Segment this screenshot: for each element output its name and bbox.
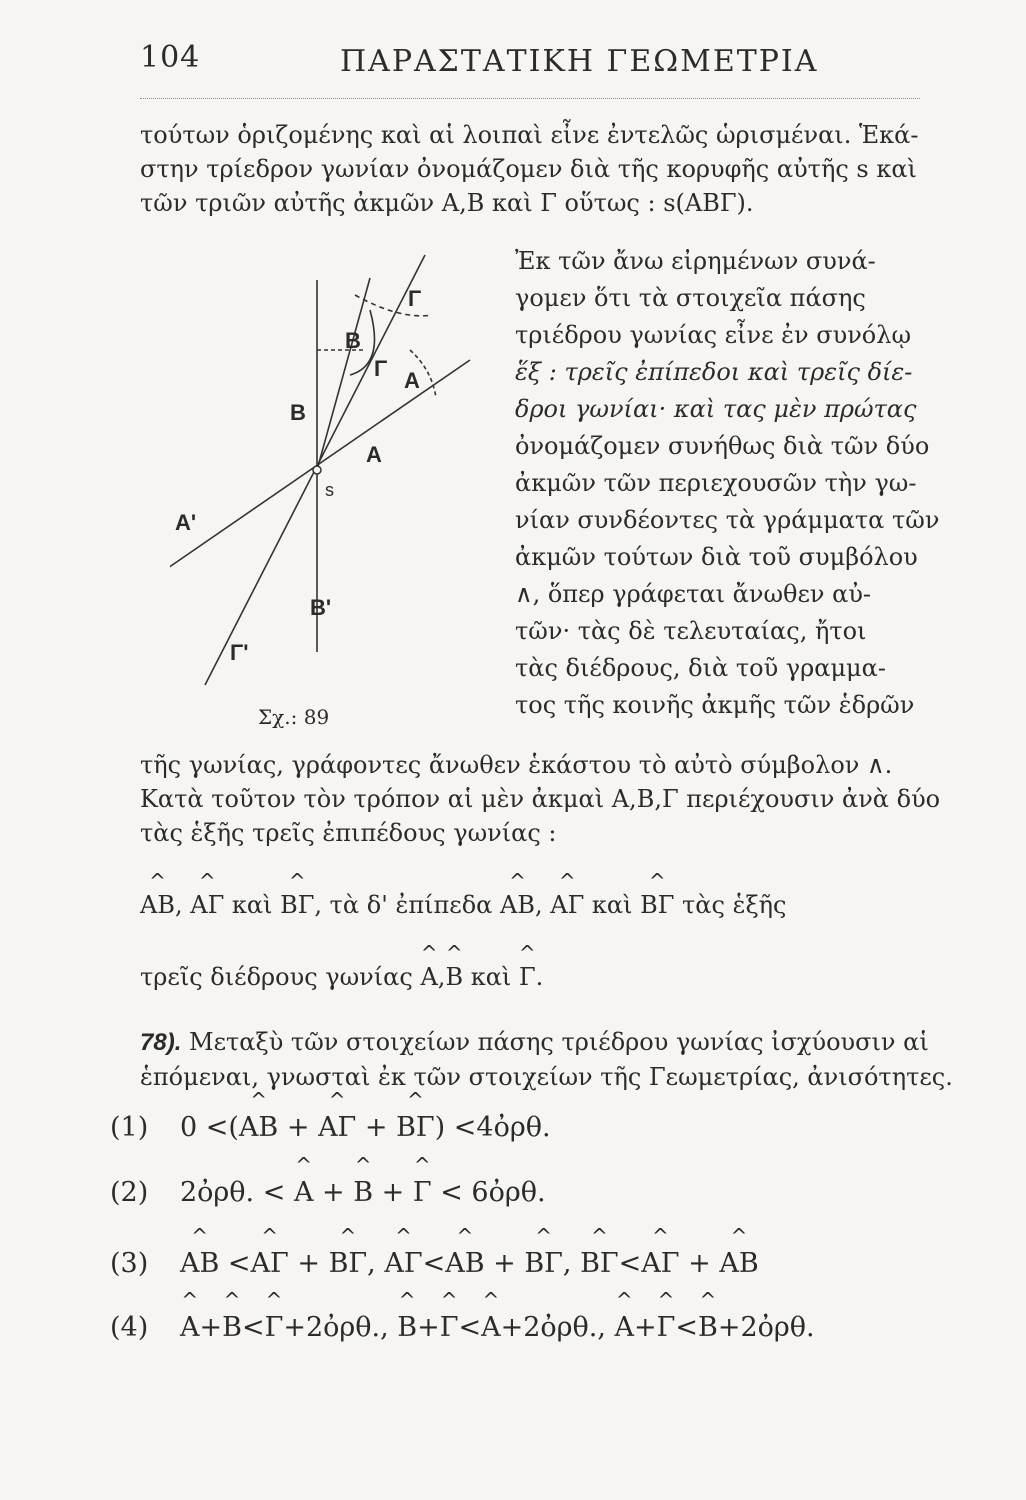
text-run: . <box>535 963 544 991</box>
column-text <box>515 243 940 724</box>
text-line: ἀκμῶν τῶν περιεχουσῶν τὴν γω- <box>515 469 917 497</box>
text-line: τούτων ὁριζομένης καὶ αἱ λοιπαὶ εἶνε ἐντελῶς ὡρισμέναι. Ἑκά- <box>140 121 919 149</box>
hat-symbol: ^ ΑΒ <box>445 1248 484 1279</box>
text-run: , <box>534 891 551 919</box>
text-line: τῶν· τὰς δὲ τελευταίας, ἤτοι <box>515 617 867 645</box>
label-g-small: Γ <box>374 356 388 381</box>
text-run: , <box>562 1248 581 1279</box>
hat-symbol: ^ ΑΒ <box>180 1248 219 1279</box>
text-line: Κατὰ τοῦτον τὸν τρόπον αἱ μὲν ἀκμαὶ Α,Β,Γ περιέχουσιν ἀνὰ δύο <box>140 785 941 813</box>
text-run: +2ὀρθ. <box>717 1312 815 1343</box>
text-run: < 6ὀρθ. <box>431 1177 546 1208</box>
label-b: B <box>290 400 306 425</box>
formula-label: (1) <box>110 1112 149 1143</box>
text-run: + <box>679 1248 720 1279</box>
text-line: τῆς γωνίας, γράφοντες ἄνωθεν ἑκάστου τὸ αὐτὸ σύμβολον ∧. <box>140 751 893 779</box>
hat-symbol: ^ Γ <box>519 960 536 994</box>
formula-2 <box>110 1177 546 1208</box>
hat-symbol: ^ Α <box>294 1177 314 1208</box>
text-line: τριέδρου γωνίας εἶνε ἐν συνόλῳ <box>515 321 912 349</box>
paragraph-1 <box>140 118 919 220</box>
text-run: < <box>422 1248 446 1279</box>
text-line: τρεῖς διέδρους γωνίας ^ Α,^ Β καὶ ^ Γ. <box>140 960 910 994</box>
text-line: ἀκμῶν τούτων διὰ τοῦ συμβόλου <box>515 543 918 571</box>
text-run: < <box>618 1248 642 1279</box>
formula-3 <box>110 1248 759 1279</box>
hat-symbol: ^ ΒΓ <box>396 1112 435 1143</box>
hat-symbol: ^ Β <box>353 1177 373 1208</box>
running-title: ΠΑΡΑΣΤΑΤΙΚΗ ΓΕΩΜΕΤΡΙΑ <box>340 44 819 79</box>
label-a: A <box>366 442 382 467</box>
hat-symbol: ^ Γ <box>657 1312 676 1343</box>
section-number: 78). <box>140 1029 182 1056</box>
label-a-top: A <box>404 368 420 393</box>
hat-symbol: ^ ΑΓ <box>190 888 224 922</box>
text-run: τρεῖς διέδρους γωνίας <box>140 963 421 991</box>
text-run: Μεταξὺ τῶν στοιχείων πάσης τριέδρου γωνίας ἰσχύουσιν αἱ <box>181 1028 929 1056</box>
text-run: < <box>675 1312 699 1343</box>
text-line: τὰς ἑξῆς τρεῖς ἐπιπέδους γωνίας : <box>140 819 557 847</box>
text-run: , <box>174 891 191 919</box>
text-run: ) <4ὀρθ. <box>434 1112 551 1143</box>
page-number: 104 <box>140 40 201 75</box>
hat-symbol: ^ ΑΓ <box>550 888 584 922</box>
text-run: , <box>367 1248 385 1279</box>
header-rule <box>140 98 920 99</box>
text-run: τὰς ἑξῆς <box>674 891 787 919</box>
text-line: ἑπόμεναι, γνωσταὶ ἐκ τῶν στοιχείων τῆς Γεωμετρίας, ἀνισότητες. <box>140 1063 953 1091</box>
hat-symbol: ^ Β <box>698 1312 718 1343</box>
text-run: , τὰ δ' ἐπίπεδα <box>314 891 500 919</box>
text-run: < <box>458 1312 482 1343</box>
formula-label: (2) <box>110 1177 149 1208</box>
text-line: τὰς διέδρους, διὰ τοῦ γραμμα- <box>515 654 886 682</box>
hat-symbol: ^ Γ <box>265 1312 284 1343</box>
hat-symbol: ^ ΒΓ <box>640 888 674 922</box>
section-78 <box>140 1025 953 1094</box>
text-line: ὀνομάζομεν συνήθως διὰ τῶν δύο <box>515 432 930 460</box>
label-a-prime: A' <box>175 510 197 535</box>
formula-label: (3) <box>110 1248 149 1279</box>
hat-symbol: ^ Β <box>397 1312 417 1343</box>
hat-symbol: ^ ΑΒ <box>140 888 175 922</box>
text-run: + <box>484 1248 525 1279</box>
hat-symbol: ^ ΑΓ <box>318 1112 356 1143</box>
hat-symbol: ^ ΑΓ <box>384 1248 422 1279</box>
formula-1 <box>110 1112 551 1143</box>
hat-symbol: ^ Β <box>445 960 463 994</box>
label-g-prime: Γ' <box>230 640 249 665</box>
hat-symbol: ^ Α <box>180 1312 200 1343</box>
label-b-prime: B' <box>310 595 332 620</box>
label-b-top: B <box>345 328 361 353</box>
text-line: τος τῆς κοινῆς ἀκμῆς τῶν ἑδρῶν <box>515 691 915 719</box>
hat-symbol: ^ ΑΓ <box>251 1248 289 1279</box>
text-line: στην τρίεδρον γωνίαν ὀνομάζομεν διὰ τῆς κορυφῆς αὐτῆς s καὶ <box>140 155 917 183</box>
vertex-s <box>313 466 321 474</box>
hat-symbol: ^ ΑΒ <box>239 1112 278 1143</box>
text-line: τῶν τριῶν αὐτῆς ἀκμῶν Α,Β καὶ Γ οὕτως : s(ΑΒΓ). <box>140 189 754 217</box>
text-run: + <box>288 1248 329 1279</box>
figure-trihedral-angle <box>170 240 510 720</box>
hat-symbol: ^ Α <box>420 960 437 994</box>
text-run: 0 <( <box>180 1112 239 1143</box>
hat-symbol: ^ Β <box>222 1312 242 1343</box>
hat-symbol: ^ Α <box>481 1312 501 1343</box>
text-run: < <box>241 1312 265 1343</box>
hat-symbol: ^ ΑΒ <box>719 1248 758 1279</box>
edge-a-line <box>170 360 470 570</box>
text-line: γομεν ὅτι τὰ στοιχεῖα πάσης <box>515 284 866 312</box>
page-header <box>0 40 1026 100</box>
text-line <box>140 888 910 922</box>
hat-symbol: ^ ΒΓ <box>524 1248 563 1279</box>
text-run: + <box>373 1177 413 1208</box>
text-line: νίαν συνδέοντες τὰ γράμματα τῶν <box>515 506 940 534</box>
paragraph-2 <box>140 748 941 850</box>
hat-symbol: ^ Γ <box>413 1177 432 1208</box>
angle-list <box>140 888 910 994</box>
figure-caption: Σχ.: 89 <box>258 705 330 729</box>
formula-4 <box>110 1312 815 1343</box>
text-run: 2ὀρθ. < <box>180 1177 294 1208</box>
label-s: s <box>325 480 334 500</box>
text-line <box>140 1025 929 1060</box>
hat-symbol: ^ ΒΓ <box>280 888 314 922</box>
hat-symbol: ^ ΒΓ <box>580 1248 619 1279</box>
text-run: καὶ <box>584 891 641 919</box>
hat-symbol: ^ ΑΒ <box>500 888 535 922</box>
hat-symbol: ^ ΑΓ <box>641 1248 679 1279</box>
hat-symbol: ^ Γ <box>440 1312 459 1343</box>
hat-symbol: ^ ΒΓ <box>329 1248 368 1279</box>
text-run: + <box>199 1312 223 1343</box>
formula-label: (4) <box>110 1312 149 1343</box>
text-run: + <box>313 1177 354 1208</box>
text-run: + <box>634 1312 657 1343</box>
text-line: ∧, ὅπερ γράφεται ἄνωθεν αὐ- <box>515 580 872 608</box>
text-run: + <box>278 1112 319 1143</box>
hat-symbol: ^ Α <box>615 1312 635 1343</box>
text-run: καὶ <box>224 891 281 919</box>
text-run: < <box>219 1248 251 1279</box>
text-line: ἕξ : τρεῖς ἐπίπεδοι καὶ τρεῖς δίε- <box>515 358 913 386</box>
text-run: + <box>356 1112 397 1143</box>
text-run: +2ὀρθ., <box>283 1312 398 1343</box>
text-line: Ἐκ τῶν ἄνω εἰρημένων συνά- <box>515 247 876 275</box>
edge-inner-line <box>317 278 370 470</box>
text-line: δροι γωνίαι· καὶ τας μὲν πρώτας <box>515 395 917 423</box>
label-g-top: Γ <box>408 286 422 311</box>
text-run: +2ὀρθ., <box>500 1312 615 1343</box>
text-run: + <box>417 1312 440 1343</box>
